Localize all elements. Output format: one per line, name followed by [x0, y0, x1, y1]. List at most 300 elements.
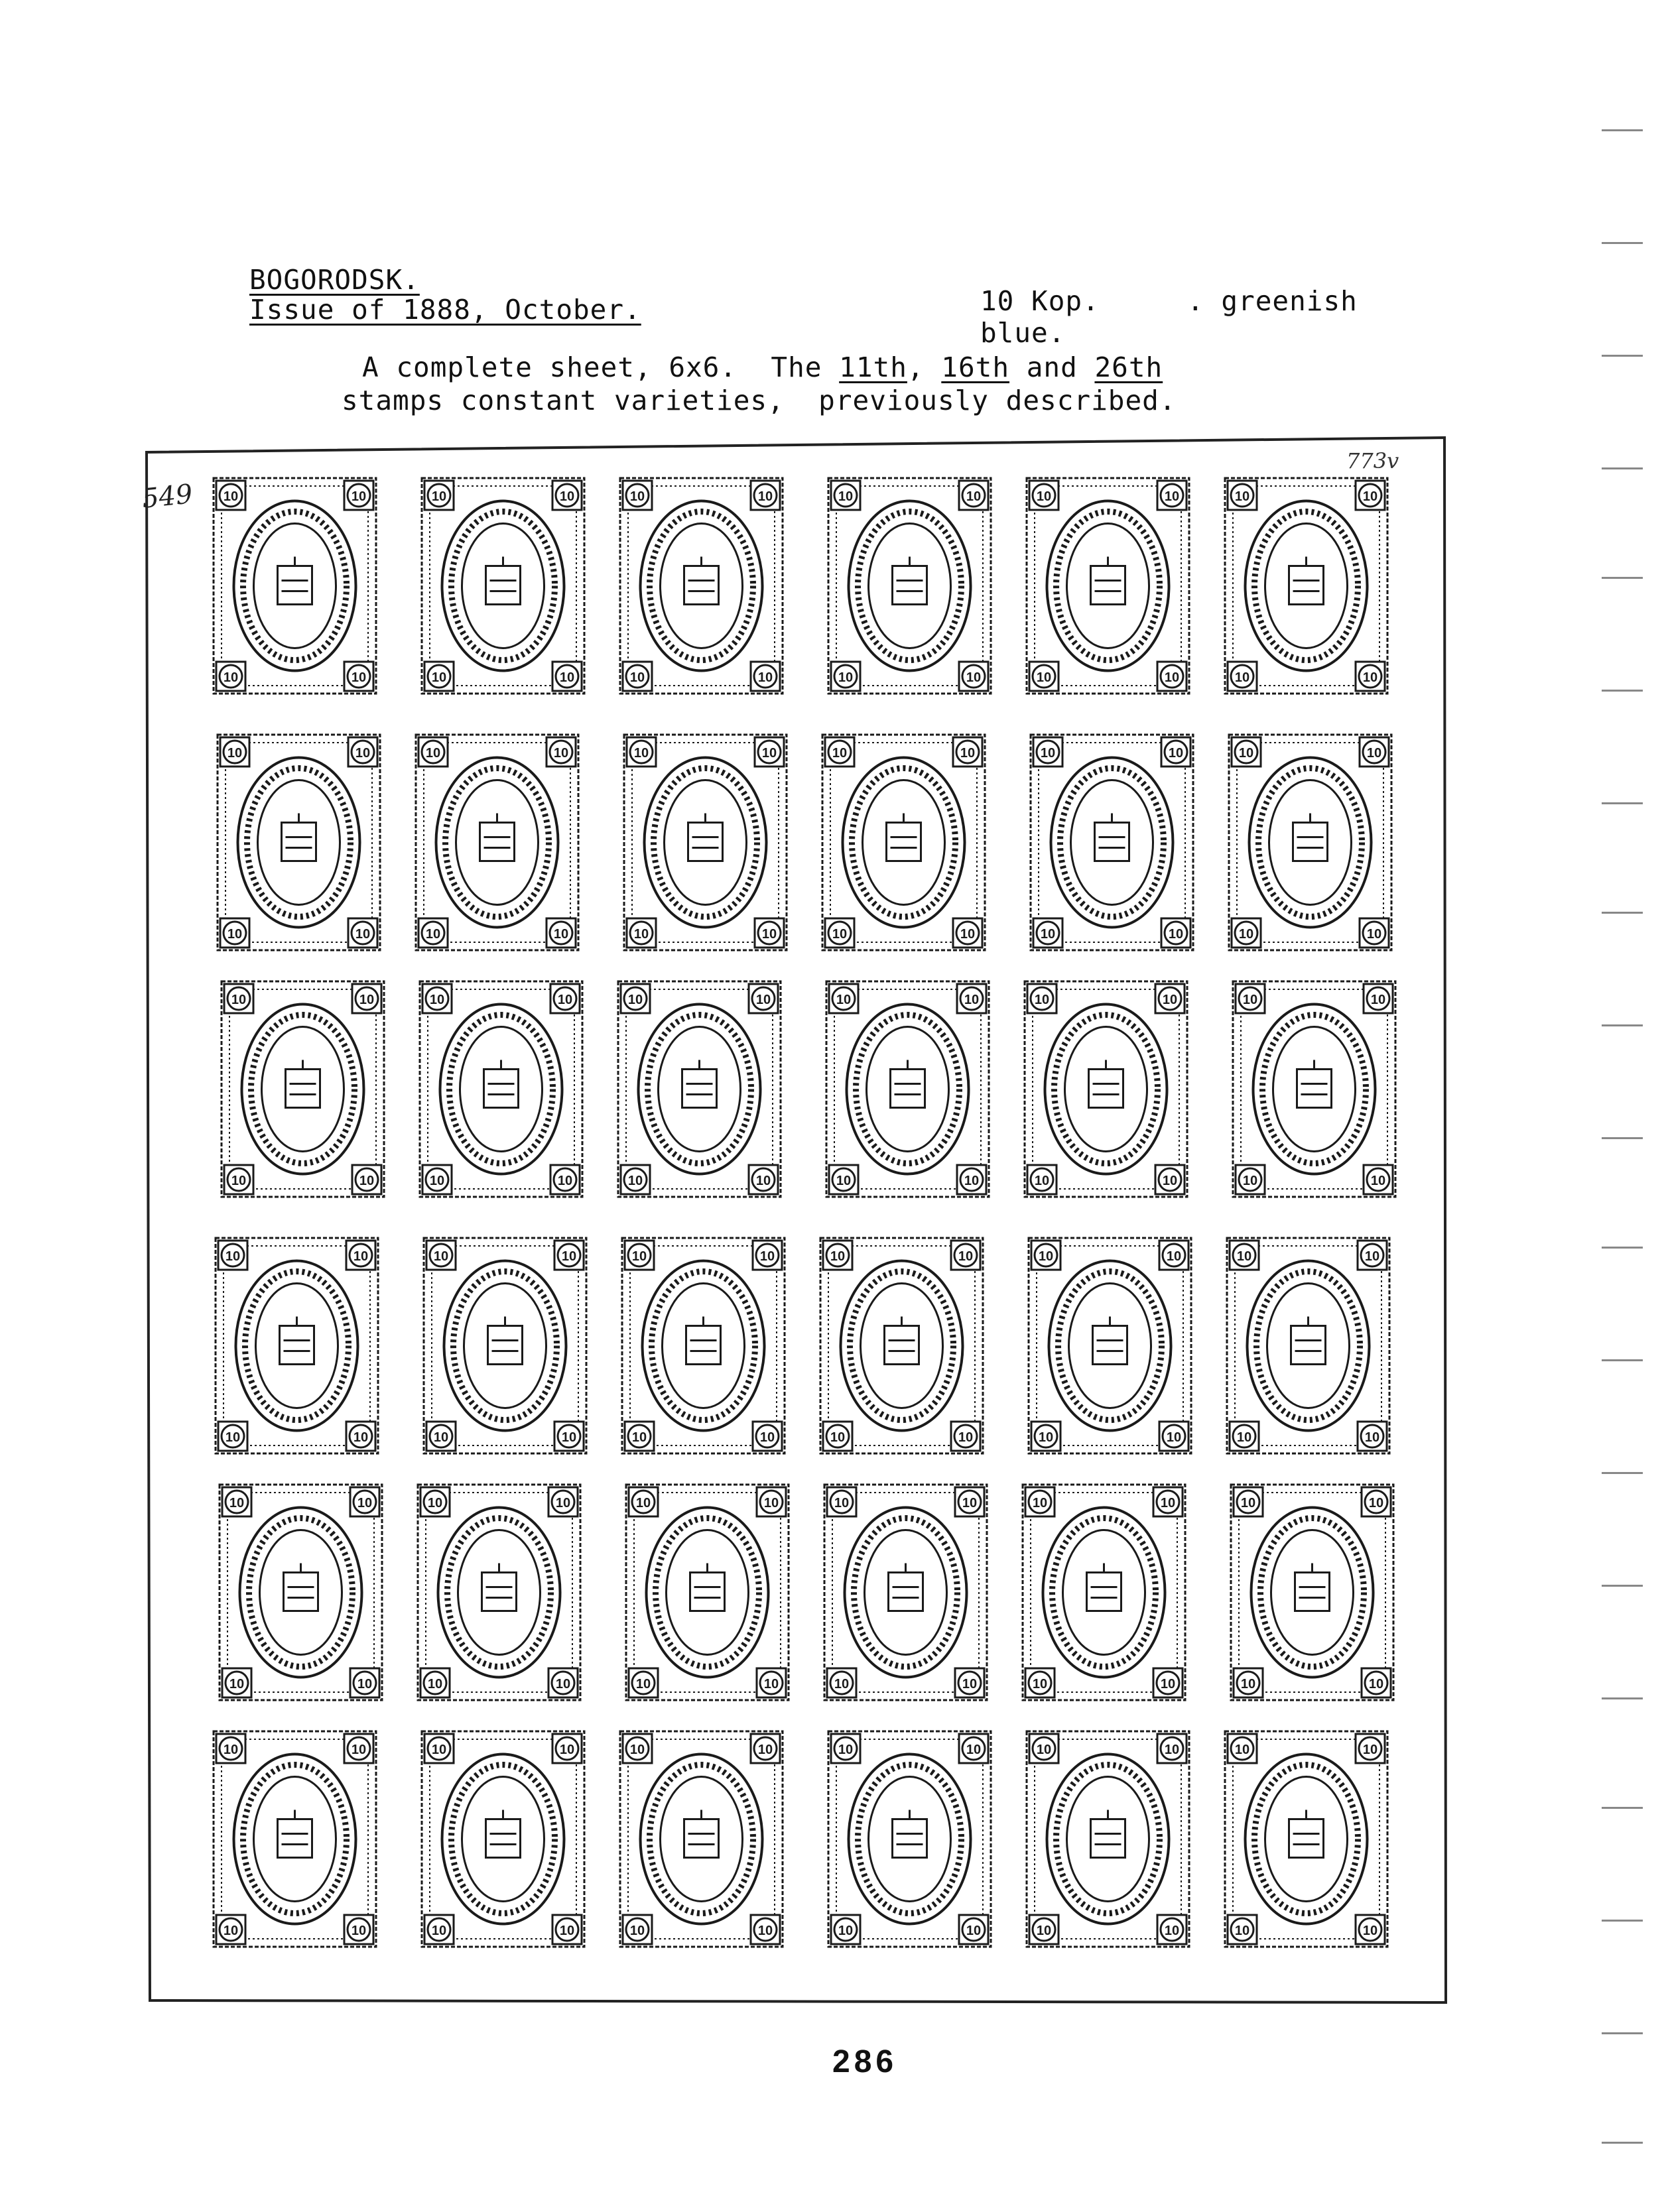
- corner-value-text: 10: [559, 670, 575, 685]
- corner-value: [623, 1734, 652, 1763]
- corner-value: [1356, 1915, 1385, 1944]
- corner-value-text: 10: [431, 1924, 447, 1938]
- handwritten-number-right: 773v: [1346, 448, 1399, 473]
- corner-value: [1360, 918, 1389, 948]
- stamp-oval-outer: [843, 758, 965, 928]
- corner-value-text: 10: [832, 746, 848, 761]
- stamp-crest: [488, 1326, 523, 1365]
- stamp-oval-outer: [442, 1754, 564, 1924]
- corner-value-text: 10: [427, 1677, 443, 1691]
- corner-value-text: 10: [631, 1249, 647, 1264]
- corner-value-text: 10: [1160, 1496, 1176, 1510]
- corner-value: [420, 1487, 450, 1516]
- corner-value-text: 10: [631, 1430, 647, 1445]
- stamp-crest: [480, 823, 515, 861]
- corner-value-text: 10: [966, 1924, 982, 1938]
- corner-value: [957, 984, 986, 1013]
- corner-value-text: 10: [635, 1496, 651, 1510]
- stamp: [618, 981, 781, 1197]
- corner-value: [825, 918, 854, 948]
- corner-value-text: 10: [353, 1249, 369, 1264]
- corner-value-text: 10: [633, 746, 649, 761]
- corner-value: [1364, 1165, 1393, 1194]
- stamp-oval-lettering: [448, 1518, 551, 1667]
- corner-value-text: 10: [1038, 1430, 1054, 1445]
- stamp-oval-lettering: [1057, 512, 1160, 660]
- stamp-crest: [278, 1819, 312, 1858]
- corner-value-text: 10: [763, 1677, 779, 1691]
- stamp-grid: [214, 478, 1395, 1947]
- corner-value: [422, 984, 452, 1013]
- corner-value-text: 10: [555, 1677, 571, 1691]
- corner-value-text: 10: [1362, 489, 1378, 504]
- corner-value-text: 10: [838, 1743, 854, 1757]
- stamp-oval-outer: [849, 501, 971, 671]
- corner-value-text: 10: [357, 1677, 373, 1691]
- stamp-oval-outer: [641, 501, 763, 671]
- margin-tick: [1602, 467, 1643, 469]
- stamp-crest-detail: [694, 1564, 721, 1598]
- corner-value-text: 10: [553, 927, 569, 942]
- corner-value-text: 10: [357, 1496, 373, 1510]
- stamp-crest: [278, 566, 312, 605]
- stamp: [828, 478, 991, 694]
- stamp: [220, 1485, 382, 1700]
- corner-value-text: 10: [1362, 1743, 1378, 1757]
- corner-value: [1228, 481, 1257, 510]
- stamp: [1031, 735, 1193, 950]
- corner-value: [753, 1241, 782, 1270]
- corner-value-text: 10: [759, 1430, 775, 1445]
- corner-value-text: 10: [1238, 746, 1254, 761]
- corner-value-text: 10: [755, 1174, 771, 1188]
- corner-value-text: 10: [836, 1174, 852, 1188]
- stamp: [624, 735, 787, 950]
- corner-value: [1234, 1487, 1263, 1516]
- corner-value-text: 10: [627, 993, 643, 1007]
- corner-value-text: 10: [966, 1743, 982, 1757]
- stamp-crest: [1093, 1326, 1127, 1365]
- corner-value: [831, 481, 860, 510]
- corner-value-text: 10: [1362, 670, 1378, 685]
- corner-value-text: 10: [425, 746, 441, 761]
- stamp-crest-detail: [1293, 557, 1320, 591]
- corner-value: [344, 1734, 373, 1763]
- corner-value-text: 10: [966, 489, 982, 504]
- stamp-crest: [688, 823, 723, 861]
- corner-value: [751, 1734, 780, 1763]
- corner-value-text: 10: [433, 1249, 449, 1264]
- corner-value-text: 10: [355, 927, 371, 942]
- stamp-oval-inner: [667, 1530, 749, 1655]
- stamp-oval-outer: [641, 1754, 763, 1924]
- corner-value-text: 10: [1364, 1249, 1380, 1264]
- stamp-oval-inner: [661, 1777, 743, 1902]
- corner-value: [829, 1165, 858, 1194]
- stamp: [620, 1731, 783, 1947]
- margin-tick: [1602, 355, 1643, 357]
- corner-value-text: 10: [229, 1677, 245, 1691]
- corner-value-text: 10: [225, 1249, 241, 1264]
- stamp: [1229, 735, 1391, 950]
- corner-value: [546, 737, 576, 767]
- corner-value: [951, 1422, 980, 1451]
- corner-value-text: 10: [559, 489, 575, 504]
- stamp-crest: [1087, 1573, 1121, 1611]
- variety-16th: 16th: [941, 351, 1010, 383]
- corner-value: [424, 481, 454, 510]
- corner-value: [1234, 1668, 1263, 1697]
- corner-value-text: 10: [1034, 993, 1050, 1007]
- variety-26th: 26th: [1094, 351, 1163, 383]
- stamp-oval-outer: [1250, 758, 1372, 928]
- corner-value: [552, 1734, 582, 1763]
- corner-value-text: 10: [1038, 1249, 1054, 1264]
- corner-value: [550, 1165, 580, 1194]
- desc-and: and: [1009, 351, 1095, 383]
- corner-value: [554, 1241, 584, 1270]
- corner-value: [216, 481, 245, 510]
- corner-value-text: 10: [830, 1249, 846, 1264]
- stamp: [1025, 981, 1187, 1197]
- corner-value: [1356, 1734, 1385, 1763]
- stamp-oval-lettering: [856, 1015, 960, 1164]
- stamp-oval-lettering: [652, 1272, 755, 1420]
- stamp-oval-lettering: [854, 1518, 958, 1667]
- stamp-oval-outer: [845, 1508, 967, 1678]
- stamp-oval-inner: [1265, 1777, 1348, 1902]
- stamp-crest: [893, 1819, 927, 1858]
- stamp-crest: [286, 1070, 320, 1108]
- corner-value: [346, 1422, 375, 1451]
- stamp-oval-outer: [847, 1005, 969, 1174]
- corner-value: [220, 737, 249, 767]
- stamp-crest-detail: [897, 1810, 923, 1845]
- corner-value-text: 10: [1040, 746, 1056, 761]
- corner-value-text: 10: [629, 1924, 645, 1938]
- corner-value: [623, 1915, 652, 1944]
- margin-tick: [1602, 1472, 1643, 1474]
- stamp-oval-outer: [841, 1261, 963, 1431]
- corner-value: [216, 662, 245, 691]
- stamp-oval-lettering: [1057, 1765, 1160, 1914]
- corner-value-text: 10: [355, 746, 371, 761]
- corner-value: [554, 1422, 584, 1451]
- stamp-crest-detail: [1301, 1060, 1328, 1095]
- corner-value-text: 10: [425, 927, 441, 942]
- stamp-oval-outer: [1253, 1005, 1376, 1174]
- corner-value: [418, 918, 448, 948]
- corner-value-text: 10: [960, 927, 976, 942]
- stamp: [1029, 1238, 1191, 1453]
- stamp-oval-outer: [438, 1508, 560, 1678]
- corner-value: [1356, 662, 1385, 691]
- stamp: [1027, 1731, 1189, 1947]
- stamp-crest: [684, 1819, 719, 1858]
- corner-value: [955, 1668, 984, 1697]
- corner-value: [1029, 481, 1058, 510]
- corner-value-text: 10: [231, 1174, 247, 1188]
- corner-value-text: 10: [1160, 1677, 1176, 1691]
- corner-value: [753, 1422, 782, 1451]
- corner-value-text: 10: [227, 746, 243, 761]
- corner-value-text: 10: [761, 927, 777, 942]
- stamp-oval-outer: [440, 1005, 562, 1174]
- corner-value: [1157, 1915, 1186, 1944]
- stamp: [1227, 1238, 1389, 1453]
- corner-value: [348, 918, 377, 948]
- stamp-oval-lettering: [1053, 1518, 1156, 1667]
- stamp: [824, 1485, 987, 1700]
- corner-value-text: 10: [633, 927, 649, 942]
- corner-value: [1161, 918, 1190, 948]
- corner-value: [955, 1487, 984, 1516]
- stamp-oval-inner: [260, 1530, 342, 1655]
- corner-value: [829, 984, 858, 1013]
- corner-value-text: 10: [1370, 993, 1386, 1007]
- corner-value: [629, 1487, 658, 1516]
- corner-value-text: 10: [557, 993, 573, 1007]
- corner-value: [627, 737, 656, 767]
- corner-value: [1029, 662, 1058, 691]
- stamp-oval-inner: [659, 1027, 741, 1152]
- stamp-oval-outer: [643, 1261, 765, 1431]
- corner-value: [426, 1422, 456, 1451]
- stamp-crest-detail: [893, 1564, 919, 1598]
- stamp-crest-detail: [490, 557, 517, 591]
- stamp-crest-detail: [889, 1317, 915, 1351]
- stamp-oval-outer: [238, 758, 360, 928]
- corner-value: [548, 1487, 578, 1516]
- stamp-oval-lettering: [1257, 1272, 1360, 1420]
- corner-value-text: 10: [838, 489, 854, 504]
- stamp-crest: [280, 1326, 314, 1365]
- denomination: 10 Kop.: [980, 285, 1100, 317]
- stamp-crest: [887, 823, 921, 861]
- corner-value: [959, 481, 988, 510]
- corner-value: [220, 918, 249, 948]
- corner-value: [1228, 1734, 1257, 1763]
- corner-value-text: 10: [757, 670, 773, 685]
- corner-value: [218, 1241, 247, 1270]
- corner-value: [1027, 1165, 1057, 1194]
- corner-value-text: 10: [836, 993, 852, 1007]
- corner-value-text: 10: [763, 1496, 779, 1510]
- stamp-crest-detail: [1093, 1060, 1120, 1095]
- corner-value: [625, 1422, 654, 1451]
- stamp-oval-inner: [1269, 780, 1352, 905]
- stamp: [218, 735, 380, 950]
- stamp: [216, 1238, 378, 1453]
- stamp: [1231, 1485, 1393, 1700]
- stamp-crest-detail: [688, 557, 715, 591]
- corner-value-text: 10: [1036, 489, 1052, 504]
- corner-value-text: 10: [1162, 993, 1178, 1007]
- corner-value: [831, 662, 860, 691]
- stamp-crest-detail: [282, 557, 308, 591]
- corner-value: [348, 737, 377, 767]
- stamp: [1225, 1731, 1387, 1947]
- corner-value: [827, 1487, 856, 1516]
- stamp-oval-lettering: [656, 1518, 759, 1667]
- corner-value-text: 10: [231, 993, 247, 1007]
- corner-value: [831, 1915, 860, 1944]
- stamp-oval-inner: [1067, 524, 1149, 648]
- corner-value-text: 10: [757, 1743, 773, 1757]
- description-line-1: [362, 351, 1163, 383]
- corner-value-text: 10: [834, 1496, 850, 1510]
- stamp-oval-lettering: [251, 1015, 355, 1164]
- stamp-oval-inner: [867, 1027, 949, 1152]
- corner-value: [1029, 1734, 1058, 1763]
- stamp-oval-lettering: [1058, 1272, 1162, 1420]
- stamp-oval-lettering: [1261, 1518, 1364, 1667]
- corner-value-text: 10: [1164, 1924, 1180, 1938]
- stamp-crest-detail: [1099, 814, 1125, 848]
- corner-value-text: 10: [1036, 670, 1052, 685]
- stamp-oval-inner: [863, 780, 945, 905]
- corner-value: [755, 737, 784, 767]
- stamp-oval-outer: [639, 1005, 761, 1174]
- stamp-oval-lettering: [858, 512, 962, 660]
- corner-value: [831, 1734, 860, 1763]
- corner-value: [548, 1668, 578, 1697]
- corner-value: [344, 481, 373, 510]
- stamp-crest-detail: [686, 1060, 713, 1095]
- stamp-crest-detail: [1297, 814, 1324, 848]
- corner-value-text: 10: [1234, 1924, 1250, 1938]
- corner-value: [346, 1241, 375, 1270]
- handwritten-number-left: 549: [140, 479, 194, 515]
- corner-value-text: 10: [759, 1249, 775, 1264]
- stamp-oval-outer: [240, 1508, 362, 1678]
- stamp-crest: [1289, 566, 1324, 605]
- stamp-oval-outer: [647, 1508, 769, 1678]
- corner-value: [352, 1165, 381, 1194]
- stamp-crest-detail: [484, 814, 511, 848]
- corner-value: [957, 1165, 986, 1194]
- corner-value: [1362, 1668, 1391, 1697]
- stamp-oval-inner: [262, 1027, 344, 1152]
- stamp-oval-outer: [444, 1261, 566, 1431]
- stamp-oval-inner: [460, 1027, 543, 1152]
- corner-value-text: 10: [1240, 1496, 1256, 1510]
- corner-value-text: 10: [629, 670, 645, 685]
- corner-value-text: 10: [353, 1430, 369, 1445]
- corner-value-text: 10: [1032, 1677, 1048, 1691]
- stamp: [822, 735, 985, 950]
- corner-value-text: 10: [223, 1743, 239, 1757]
- corner-value-text: 10: [1234, 489, 1250, 504]
- stamp-oval-outer: [849, 1754, 971, 1924]
- corner-value-text: 10: [559, 1924, 575, 1938]
- corner-value: [222, 1668, 251, 1697]
- corner-value-text: 10: [1162, 1174, 1178, 1188]
- corner-value: [216, 1734, 245, 1763]
- corner-value-text: 10: [830, 1430, 846, 1445]
- stamp-oval-lettering: [852, 768, 956, 917]
- stamp-oval-lettering: [654, 768, 757, 917]
- corner-value: [344, 662, 373, 691]
- stamp: [626, 1485, 789, 1700]
- stamp-oval-outer: [1246, 501, 1368, 671]
- corner-value: [825, 737, 854, 767]
- corner-value-text: 10: [964, 1174, 980, 1188]
- corner-value-text: 10: [1036, 1924, 1052, 1938]
- stamp: [420, 981, 582, 1197]
- corner-value: [1027, 984, 1057, 1013]
- stamp-oval-outer: [1051, 758, 1173, 928]
- stamp-crest: [1293, 823, 1328, 861]
- corner-value: [1161, 737, 1190, 767]
- stamp: [418, 1485, 580, 1700]
- desc-text: A complete sheet, 6x6. The: [362, 351, 840, 383]
- stamp-oval-lettering: [650, 1765, 753, 1914]
- corner-value: [552, 662, 582, 691]
- stamp-crest: [1295, 1573, 1330, 1611]
- corner-value: [224, 1165, 253, 1194]
- stamp-oval-inner: [865, 1530, 947, 1655]
- corner-value: [1155, 984, 1185, 1013]
- corner-value-text: 10: [838, 1924, 854, 1938]
- stamp-crest-detail: [1097, 1317, 1123, 1351]
- corner-value-text: 10: [1236, 1249, 1252, 1264]
- corner-value: [757, 1487, 786, 1516]
- corner-value-text: 10: [429, 993, 445, 1007]
- stamp-oval-inner: [663, 1284, 745, 1408]
- stamp-crest-detail: [284, 1317, 310, 1351]
- corner-value: [1230, 1241, 1259, 1270]
- corner-value-text: 10: [351, 489, 367, 504]
- stamp-crest: [686, 1326, 721, 1365]
- stamp-crest-detail: [1095, 1810, 1121, 1845]
- stamp-oval-lettering: [450, 1015, 553, 1164]
- stamp-oval-inner: [1271, 1530, 1354, 1655]
- stamp-oval-inner: [462, 524, 545, 648]
- stamp: [1225, 478, 1387, 694]
- margin-tick: [1602, 1247, 1643, 1249]
- corner-value-text: 10: [431, 670, 447, 685]
- corner-value-text: 10: [958, 1249, 974, 1264]
- corner-value-text: 10: [561, 1249, 577, 1264]
- corner-value: [623, 662, 652, 691]
- corner-value: [959, 1915, 988, 1944]
- corner-value-text: 10: [1370, 1174, 1386, 1188]
- corner-value-text: 10: [627, 1174, 643, 1188]
- corner-value-text: 10: [555, 1496, 571, 1510]
- stamp-crest: [1091, 566, 1125, 605]
- corner-value-text: 10: [557, 1174, 573, 1188]
- corner-value-text: 10: [629, 489, 645, 504]
- stamp-oval-outer: [436, 758, 558, 928]
- stamp-oval-lettering: [858, 1765, 962, 1914]
- stamp: [214, 1731, 376, 1947]
- corner-value-text: 10: [962, 1677, 978, 1691]
- corner-value-text: 10: [960, 746, 976, 761]
- corner-value: [424, 662, 454, 691]
- margin-tick: [1602, 1920, 1643, 1922]
- stamp-oval-inner: [1273, 1027, 1356, 1152]
- stamp-oval-inner: [254, 1777, 336, 1902]
- corner-value-text: 10: [757, 1924, 773, 1938]
- corner-value-text: 10: [1368, 1677, 1384, 1691]
- stamp-crest: [885, 1326, 919, 1365]
- stamp-crest: [282, 823, 316, 861]
- stamp-crest-detail: [1095, 557, 1121, 591]
- margin-tick: [1602, 1024, 1643, 1026]
- corner-value-text: 10: [223, 670, 239, 685]
- corner-value: [1031, 1241, 1060, 1270]
